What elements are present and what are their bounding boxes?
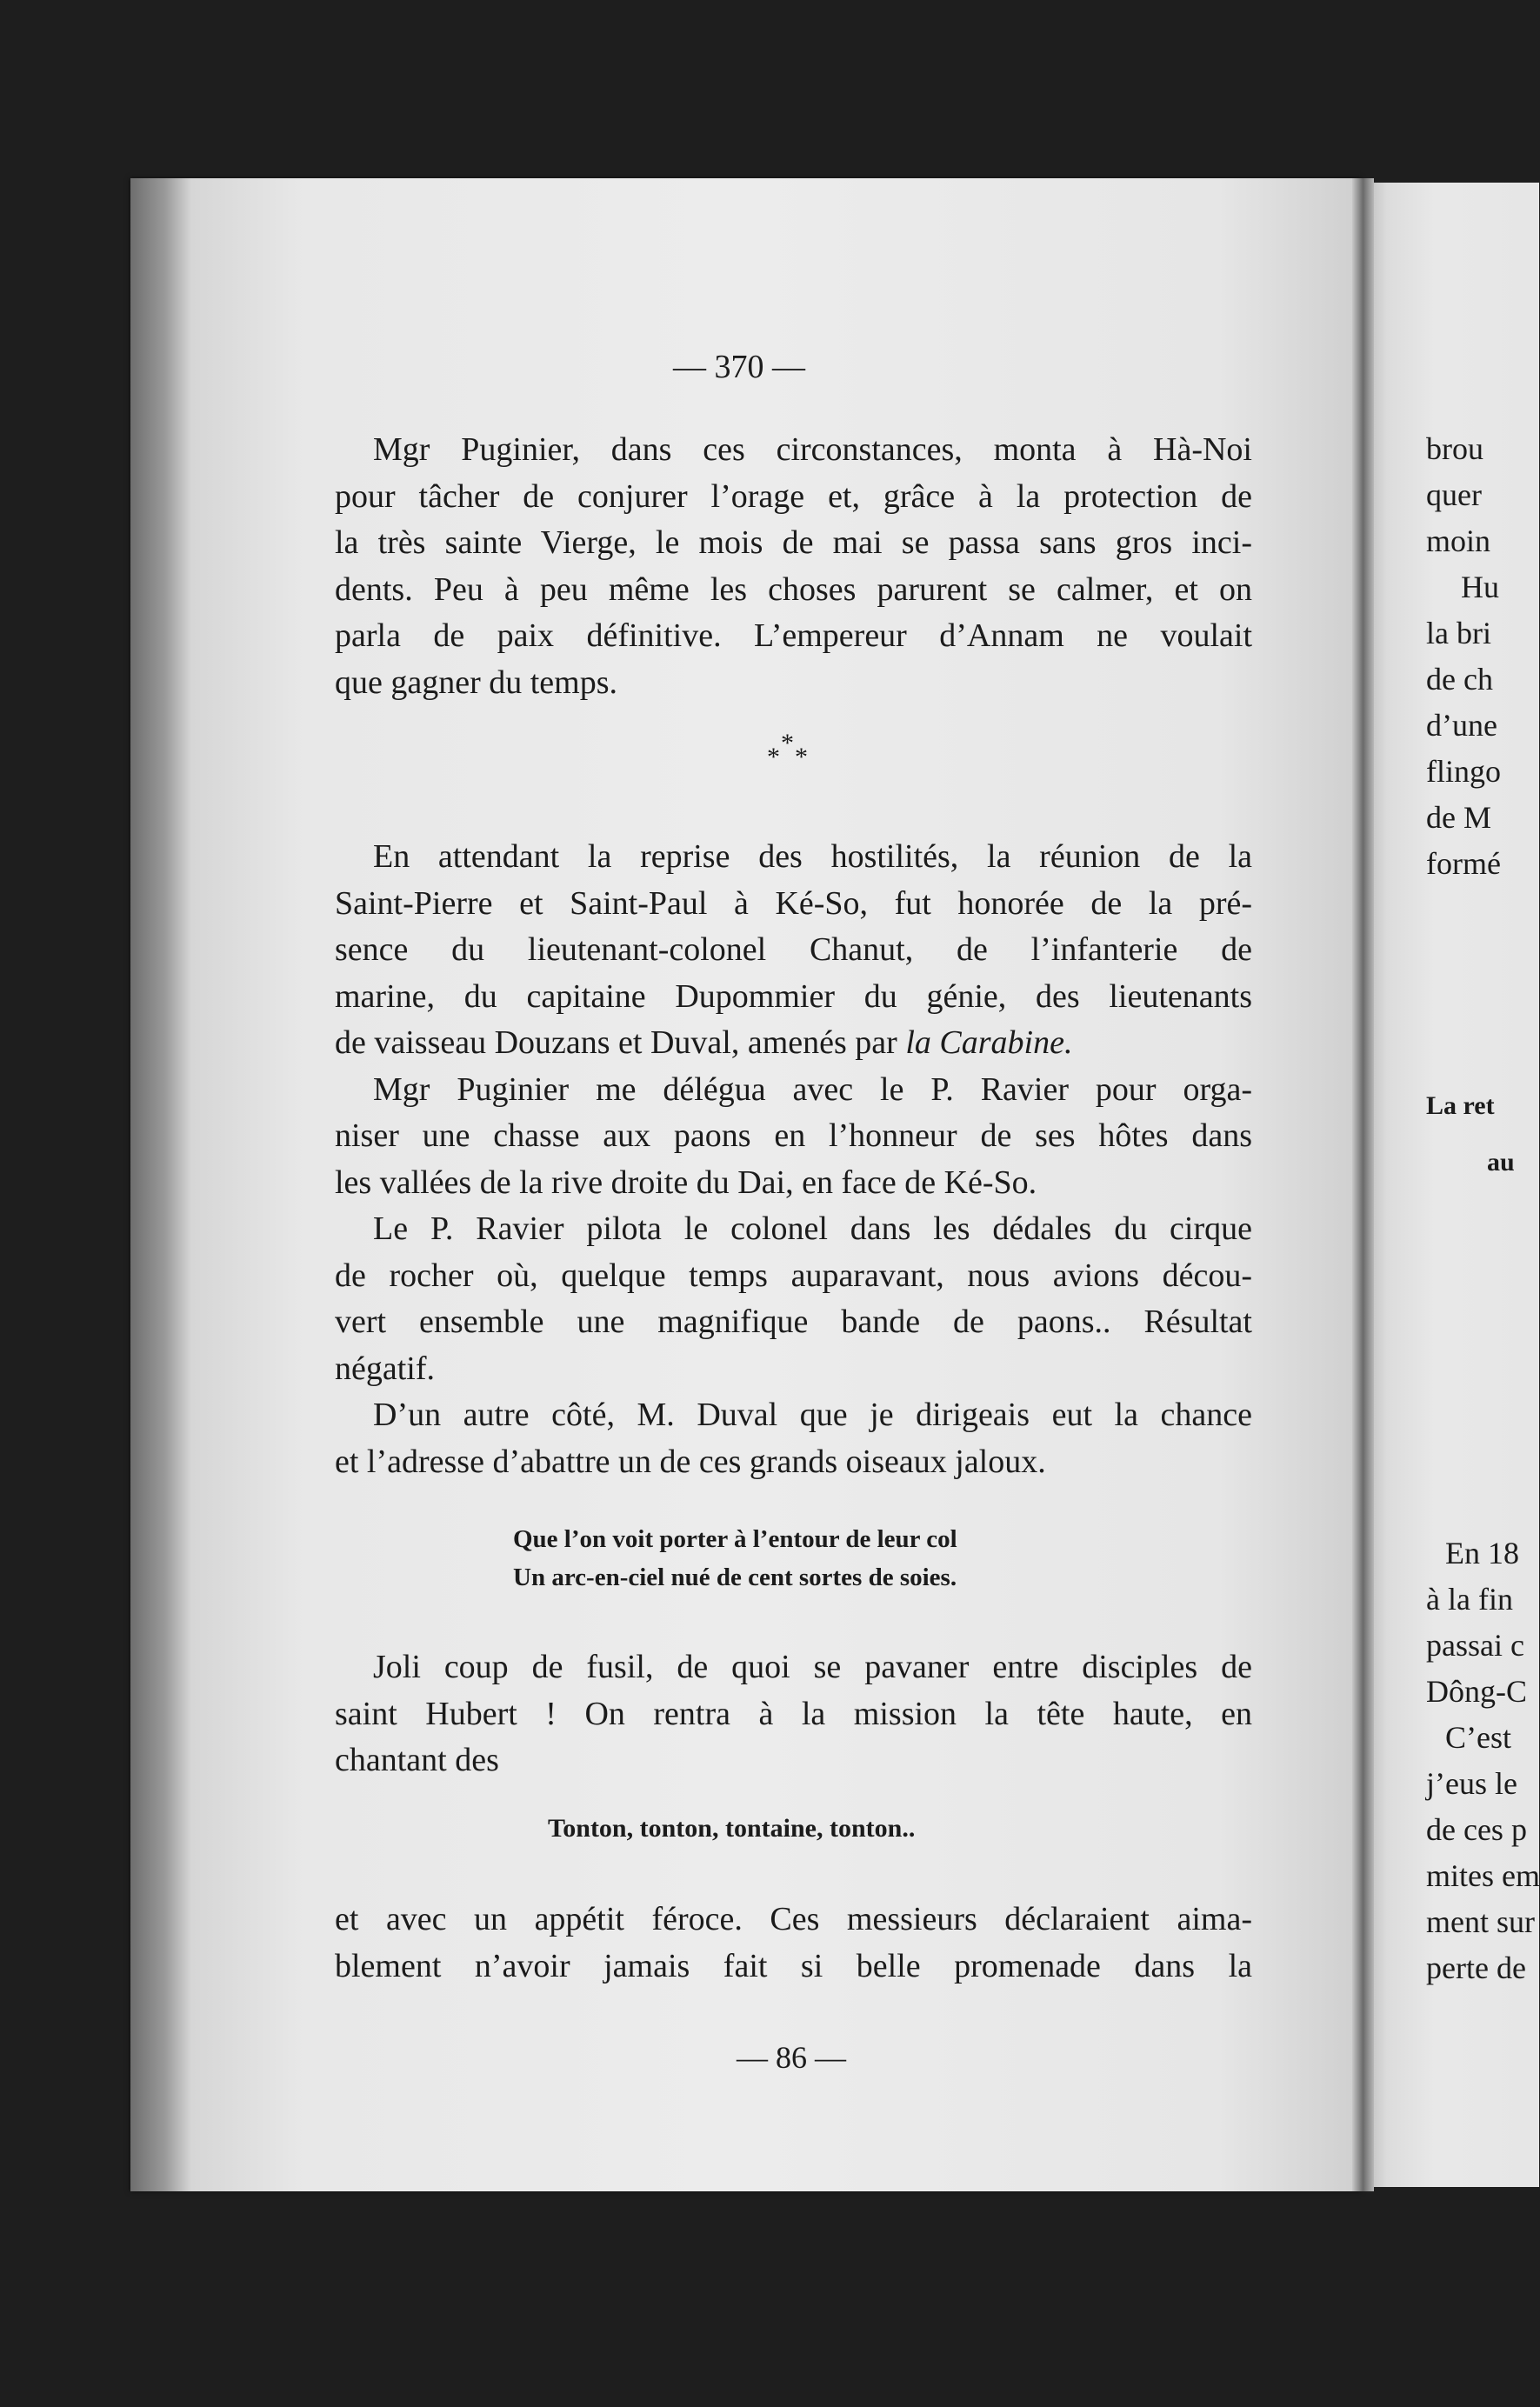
- paragraph-2: [335, 834, 1252, 1485]
- text-line: dents. Peu à peu même les choses parurent se calmer, et on: [335, 570, 1252, 608]
- text-fragment: C’est: [1445, 1720, 1511, 1755]
- text-line: [335, 1020, 1252, 1067]
- text-fragment: de ces p: [1426, 1812, 1527, 1847]
- text-line: Joli coup de fusil, de quoi se pavaner entre disciples de: [373, 1649, 1252, 1685]
- text-fragment: perte de: [1426, 1950, 1526, 1985]
- text-line: vert ensemble une magnifique bande de paons.. Résultat: [335, 1304, 1252, 1340]
- text-fragment: de M: [1426, 800, 1491, 835]
- text-line: pour tâcher de conjurer l’orage et, grâce à la protection de: [335, 477, 1252, 515]
- text-line: la très sainte Vierge, le mois de mai se passa sans gros inci-: [335, 524, 1252, 561]
- text-line: et avec un appétit féroce. Ces messieurs déclaraient aima-: [335, 1901, 1252, 1937]
- paragraph-1: [335, 427, 1252, 706]
- text-fragment: En 18: [1445, 1536, 1519, 1570]
- text-fragment: d’une: [1426, 708, 1497, 743]
- text-line: En attendant la reprise des hostilités, la réunion de la: [373, 838, 1252, 875]
- right-page-heading: La ret: [1426, 1091, 1495, 1120]
- text-line: Le P. Ravier pilota le colonel dans les dédales du cirque: [373, 1210, 1252, 1247]
- text-run: de vaisseau Douzans et Duval, amenés par: [335, 1024, 906, 1061]
- text-fragment: Hu: [1461, 570, 1499, 604]
- song-refrain: Tonton, tonton, tontaine, tonton..: [548, 1814, 916, 1843]
- text-line: sence du lieutenant-colonel Chanut, de l’infanterie de: [335, 931, 1252, 968]
- right-page-text-bottom: [1426, 1530, 1540, 1991]
- paragraph-6: [335, 1644, 1252, 1784]
- text-line: de rocher où, quelque temps auparavant, nous avions décou-: [335, 1257, 1252, 1294]
- text-fragment: mites em: [1426, 1858, 1540, 1893]
- text-fragment: la bri: [1426, 616, 1491, 650]
- right-page-heading: au: [1487, 1148, 1515, 1177]
- verse-line: Que l’on voit porter à l’entour de leur col: [513, 1525, 957, 1553]
- text-line: parla de paix définitive. L’empereur d’Annam ne voulait: [335, 617, 1252, 654]
- book-gutter: [1352, 178, 1374, 2191]
- text-fragment: de ch: [1426, 662, 1493, 697]
- text-line: Mgr Puginier, dans ces circonstances, monta à Hà-Noi: [373, 431, 1252, 468]
- text-fragment: j’eus le: [1426, 1766, 1517, 1801]
- text-fragment: quer: [1426, 477, 1482, 512]
- text-line: Saint-Pierre et Saint-Paul à Ké-So, fut honorée de la pré-: [335, 884, 1252, 922]
- text-fragment: formé: [1426, 846, 1501, 881]
- text-line: Mgr Puginier me délégua avec le P. Ravier pour orga-: [373, 1070, 1252, 1108]
- text-fragment: ment sur: [1426, 1904, 1535, 1939]
- text-line: D’un autre côté, M. Duval que je dirigeais eut la chance: [373, 1397, 1252, 1433]
- text-fragment: Dông-C: [1426, 1674, 1527, 1709]
- text-line: et l’adresse d’abattre un de ces grands oiseaux jaloux.: [335, 1443, 1046, 1480]
- text-line: négatif.: [335, 1350, 436, 1387]
- text-line: saint Hubert ! On rentra à la mission la tête haute, en: [335, 1695, 1252, 1732]
- verse-quote: [513, 1520, 1122, 1597]
- star-mark: *: [781, 729, 794, 757]
- star-mark: *: [795, 743, 808, 771]
- text-line: les vallées de la rive droite du Dai, en face de Ké-So.: [335, 1163, 1037, 1201]
- star-mark: *: [767, 743, 780, 771]
- text-line: chantant des: [335, 1742, 499, 1778]
- asterism-separator: [765, 729, 817, 781]
- page-footer-number: — 86 —: [737, 2040, 846, 2075]
- text-fragment: flingo: [1426, 754, 1501, 789]
- right-page-text-top: [1426, 426, 1501, 887]
- verse-line: Un arc-en-ciel nué de cent sortes de soies.: [513, 1564, 957, 1591]
- ship-name: la Carabine.: [905, 1024, 1073, 1061]
- text-line: marine, du capitaine Dupommier du génie, des lieutenants: [335, 977, 1252, 1015]
- text-line: que gagner du temps.: [335, 663, 618, 701]
- text-line: blement n’avoir jamais fait si belle promenade dans la: [335, 1947, 1252, 1984]
- text-fragment: moin: [1426, 523, 1491, 558]
- text-fragment: brou: [1426, 431, 1483, 466]
- text-fragment: à la fin: [1426, 1582, 1513, 1617]
- text-line: niser une chasse aux paons en l’honneur de ses hôtes dans: [335, 1117, 1252, 1154]
- page-header-number: — 370 —: [673, 349, 805, 385]
- paragraph-7: [335, 1897, 1252, 1990]
- text-fragment: passai c: [1426, 1628, 1524, 1663]
